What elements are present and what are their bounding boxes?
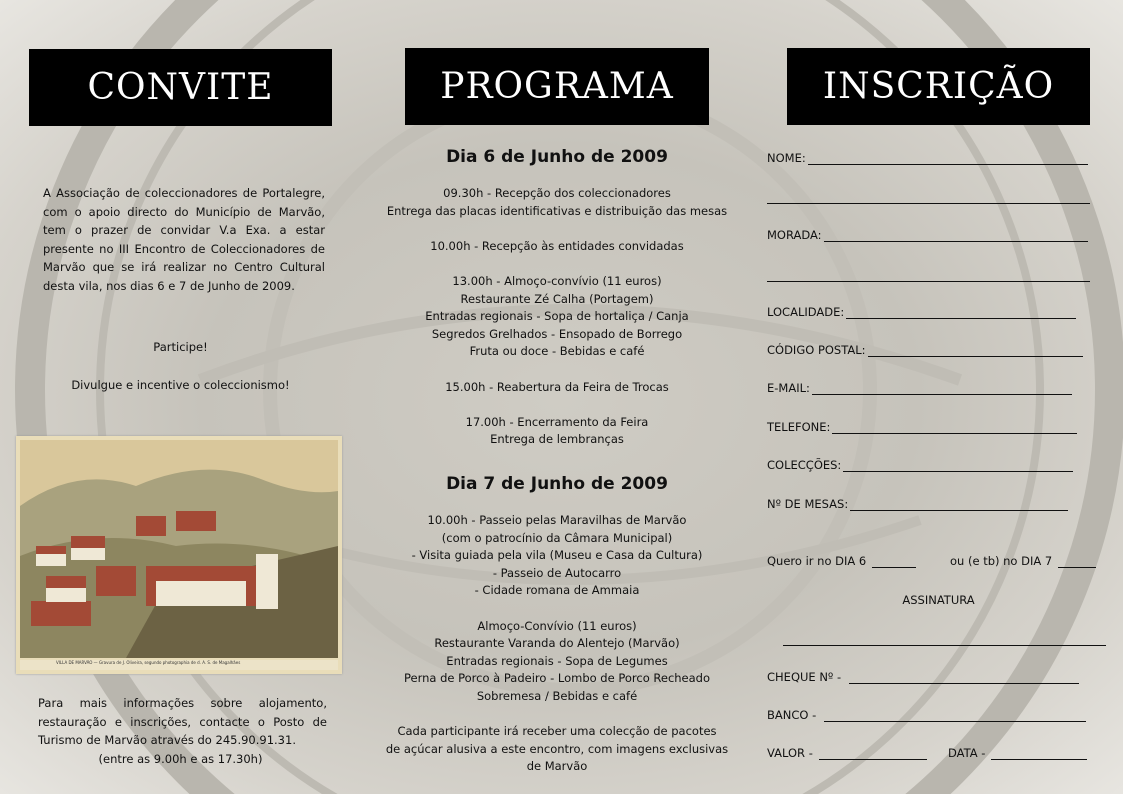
localidade-field[interactable] [767,304,1076,319]
cheque-field[interactable] [767,669,1079,684]
cheque-label: CHEQUE Nº - [767,670,842,684]
convite-title: CONVITE [29,49,332,126]
schedule-line: (com o patrocínio da Câmara Municipal) [441,530,673,545]
day2-heading: Dia 7 de Junho de 2009 [446,474,668,494]
schedule-line [370,396,744,414]
schedule-line: 10.00h - Passeio pelas Maravilhas de Marvão [427,513,687,527]
telefone-line[interactable] [832,419,1077,434]
schedule-line: Sobremesa / Bebidas e café [476,688,638,703]
schedule-line: Almoço-Convívio (11 euros) [477,618,637,633]
telefone-label: TELEFONE: [767,420,831,434]
schedule-line: Restaurante Varanda do Alentejo (Marvão) [434,636,680,651]
contact-text: Para mais informações sobre alojamento, restauração e inscrições, contacte o Posto de Turismo de Marvão através do 245.90.91.31. [38,696,327,747]
schedule-line: 15.00h - Reabertura da Feira de Trocas [445,379,669,394]
schedule-line [370,706,744,724]
schedule-line: Restaurante Zé Calha (Portagem) [460,291,654,306]
day1-heading: Dia 6 de Junho de 2009 [446,147,668,167]
schedule-line: - Passeio de Autocarro [492,565,622,580]
morada-field[interactable] [767,227,1088,242]
day2-schedule [370,512,744,776]
assinatura-line[interactable] [783,645,1106,646]
banco-label: BANCO - [767,708,817,722]
nome-line[interactable] [808,150,1088,165]
schedule-line [370,255,744,273]
schedule-line: - Visita guiada pela vila (Museu e Casa da Cultura) [411,548,703,563]
schedule-line: Perna de Porco à Padeiro - Lombo de Porco Recheado [403,671,711,686]
schedule-line: Segredos Grelhados - Ensopado de Borrego [431,326,683,341]
morada-label: MORADA: [767,228,822,242]
programa-title: PROGRAMA [405,48,709,125]
telefone-field[interactable] [767,419,1077,434]
assinatura-label: ASSINATURA [902,593,975,607]
banco-field[interactable] [767,707,1086,722]
schedule-line: 09.30h - Recepção dos coleccionadores [443,186,671,200]
divulgue-text: Divulgue e incentive o coleccionismo! [71,378,290,392]
nome-line-2[interactable] [767,203,1090,204]
schedule-line [370,361,744,379]
participe-text: Participe! [153,340,208,354]
valor-field[interactable] [767,745,927,760]
email-line[interactable] [812,380,1072,395]
mesas-field[interactable] [767,496,1068,511]
nome-label: NOME: [767,151,806,165]
dia6-field[interactable] [767,553,916,568]
schedule-line: 17.00h - Encerramento da Feira [465,414,649,429]
localidade-line[interactable] [846,304,1076,319]
email-label: E-MAIL: [767,381,810,395]
schedule-line: Fruta ou doce - Bebidas e café [469,344,645,359]
morada-line-2[interactable] [767,281,1090,282]
mesas-line[interactable] [850,496,1068,511]
schedule-line: - Cidade romana de Ammaia [474,583,640,598]
schedule-line: Entrega de lembranças [490,432,624,447]
schedule-line: 10.00h - Recepção às entidades convidadas [430,238,684,253]
convite-intro: A Associação de coleccionadores de Portalegre, com o apoio directo do Município de Marvão, tem o prazer de convidar V.a Exa. a estar presente no III Encontro de Coleccionadores de Marvão que se irá realizar no Centro Cultural desta vila, nos dias 6 e 7 de Junho de 2009. [43,186,325,293]
hours-text: (entre as 9.00h e as 17.30h) [98,752,263,766]
inscricao-title: INSCRIÇÃO [787,48,1090,125]
schedule-line: Entradas regionais - Sopa de Legumes [446,653,668,668]
marvao-engraving [16,436,342,674]
coleccoes-field[interactable] [767,457,1073,472]
schedule-line: Entradas regionais - Sopa de hortaliça / Canja [425,309,689,324]
banco-line[interactable] [824,707,1086,722]
schedule-line [370,220,744,238]
schedule-line: de Marvão [526,759,588,774]
schedule-line: Entrega das placas identificativas e distribuição das mesas [386,203,728,218]
cheque-line[interactable] [849,669,1079,684]
mesas-label: Nº DE MESAS: [767,497,849,511]
schedule-line [370,600,744,618]
dia7-line[interactable] [1058,553,1096,568]
coleccoes-line[interactable] [843,457,1073,472]
codigo-postal-line[interactable] [868,342,1083,357]
engraving-caption: VILLA DE MARVÃO — Gravura de J. Oliveira, segundo photographia de d. A. S. de Magalhães [56,660,241,665]
coleccoes-label: COLECÇÕES: [767,458,842,472]
codigo-postal-field[interactable] [767,342,1083,357]
day1-schedule [370,185,744,449]
nome-field[interactable] [767,150,1088,165]
morada-line[interactable] [824,227,1088,242]
email-field[interactable] [767,380,1072,395]
dia7-field[interactable] [950,553,1096,568]
data-line[interactable] [991,745,1087,760]
dia7-label: ou (e tb) no DIA 7 [950,554,1053,568]
schedule-line: Cada participante irá receber uma colecção de pacotes [397,724,717,739]
data-label: DATA - [948,746,986,760]
codigo-postal-label: CÓDIGO POSTAL: [767,343,866,357]
dia6-line[interactable] [872,553,916,568]
dia6-label: Quero ir no DIA 6 [767,554,867,568]
schedule-line: de açúcar alusiva a este encontro, com imagens exclusivas [385,741,729,756]
data-field[interactable] [948,745,1087,760]
schedule-line: 13.00h - Almoço-convívio (11 euros) [452,273,662,288]
localidade-label: LOCALIDADE: [767,305,845,319]
valor-line[interactable] [819,745,927,760]
valor-label: VALOR - [767,746,813,760]
